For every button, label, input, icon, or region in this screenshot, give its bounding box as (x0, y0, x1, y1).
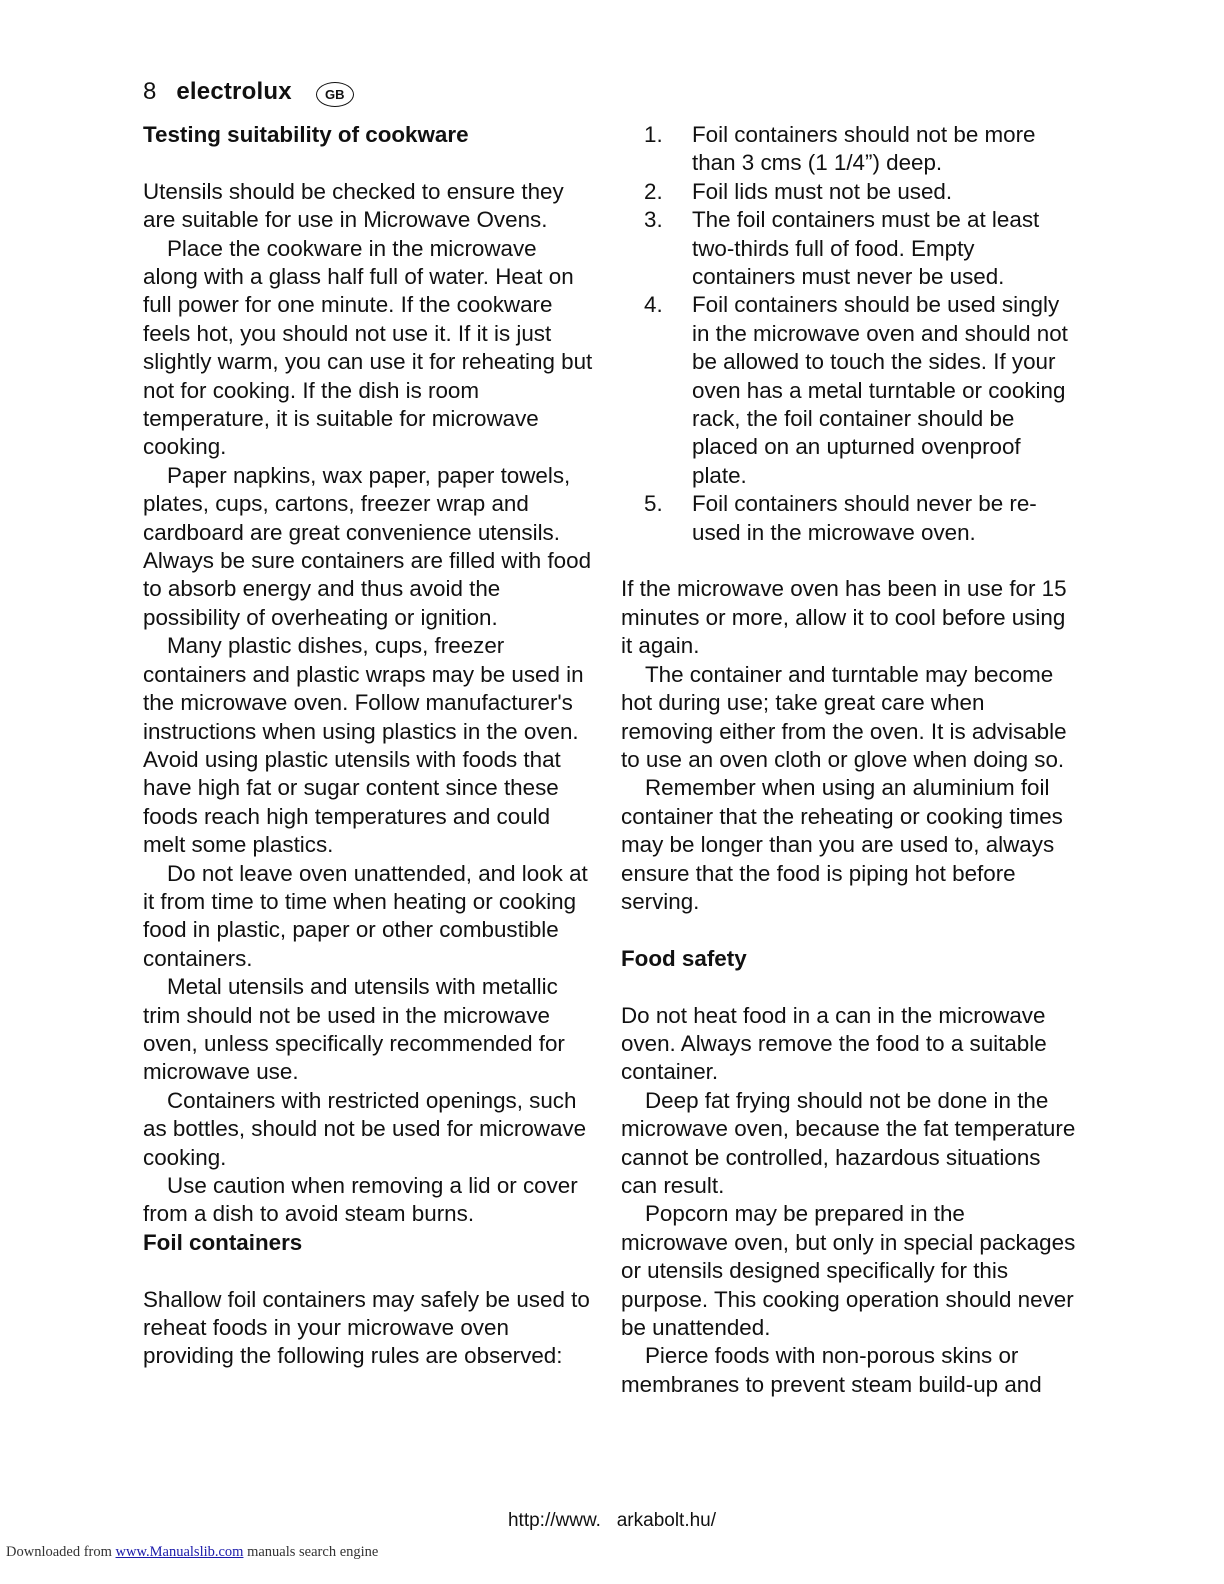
list-text: The foil containers must be at least two-thirds full of food. Empty containers must never be used. (692, 207, 1040, 290)
list-number: 2. (644, 178, 663, 204)
paragraph: Do not heat food in a can in the microwave oven. Always remove the food to a suitable container. (621, 1002, 1047, 1085)
footer-url (0, 1510, 1224, 1532)
paragraph: Many plastic dishes, cups, freezer containers and plastic wraps may be used in the microwave oven. Follow manufacturer's instructions when using plastics in the oven. Avoid using plastic utensils with foods that have high fat or sugar content since these foods reach high temperatures and could melt some plastics. (143, 633, 584, 858)
paragraph: Metal utensils and utensils with metallic trim should not be used in the microwave oven, unless specifically recommended for microwave use. (143, 974, 565, 1085)
page-header (143, 74, 354, 110)
paragraph: The container and turntable may become hot during use; take great care when removing either from the oven. It is advisable to use an oven cloth or glove when doing so. (621, 661, 1067, 772)
section-title-food-safety: Food safety (621, 945, 747, 971)
footer-url-text: http://www. arkabolt.hu/ (507, 1510, 717, 1531)
list-item (621, 121, 1076, 178)
paragraph: Pierce foods with non-porous skins or membranes to prevent steam build-up and (621, 1343, 1042, 1397)
section-title-foil-containers: Foil containers (143, 1229, 303, 1255)
list-text: Foil lids must not be used. (692, 178, 953, 204)
region-badge: GB (316, 82, 354, 107)
list-item (621, 206, 1076, 291)
list-number: 5. (644, 491, 663, 517)
paragraph: Paper napkins, wax paper, paper towels, plates, cups, cartons, freezer wrap and cardboard are great convenience utensils. Always be sure containers are filled with food to absorb energy and thus avoid the possibility of overheating or ignition. (143, 462, 592, 630)
section-title-testing-cookware: Testing suitability of cookware (143, 122, 469, 147)
page-number: 8 (143, 78, 157, 105)
download-notice (6, 1544, 378, 1561)
list-text: Foil containers should not be more than 3 cms (1 1/4”) deep. (692, 122, 1036, 176)
paragraph: Containers with restricted openings, such as bottles, should not be used for microwave cooking. (143, 1087, 587, 1170)
paragraph: Popcorn may be prepared in the microwave oven, but only in special packages or utensils designed specifically for this purpose. This cooking operation should never be unattended. (621, 1201, 1076, 1341)
list-text: Foil containers should never be re-used in the microwave oven. (692, 491, 1037, 545)
list-number: 1. (644, 122, 663, 147)
list-number: 3. (644, 207, 663, 233)
download-prefix: Downloaded from (6, 1544, 116, 1560)
paragraph: Use caution when removing a lid or cover from a dish to avoid steam burns. (143, 1173, 578, 1227)
list-number: 4. (644, 292, 663, 318)
download-suffix: manuals search engine (243, 1544, 379, 1560)
paragraph: Do not leave oven unattended, and look at it from time to time when heating or cooking food in plastic, paper or other combustible containers. (143, 860, 588, 971)
paragraph: Utensils should be checked to ensure they are suitable for use in Microwave Ovens. (143, 178, 564, 233)
paragraph: Place the cookware in the microwave along with a glass half full of water. Heat on full power for one minute. If the cookware feels hot, you should not use it. If it is just slightly warm, you can use it for reheating but not for cooking. If the dish is room temperature, it is suitable for microwave cooking. (143, 235, 593, 460)
list-item (621, 490, 1076, 547)
left-column (143, 121, 595, 1371)
right-column (621, 121, 1076, 1399)
brand-logo: electrolux (176, 78, 292, 105)
list-text: Foil containers should be used singly in the microwave oven and should not be allowed to touch the sides. If your oven has a metal turntable or cooking rack, the foil container should be placed on an upturned ovenproof plate. (692, 292, 1068, 488)
list-item (621, 178, 1076, 206)
paragraph: Remember when using an aluminium foil container that the reheating or cooking times may be longer than you are used to, always ensure that the food is piping hot before serving. (621, 775, 1063, 914)
paragraph: If the microwave oven has been in use for 15 minutes or more, allow it to cool before using it again. (621, 576, 1067, 659)
paragraph: Deep fat frying should not be done in the microwave oven, because the fat temperature cannot be controlled, hazardous situations can result. (621, 1087, 1076, 1198)
manualslib-link[interactable]: www.Manualslib.com (115, 1544, 244, 1560)
list-item (621, 291, 1076, 490)
foil-rules-list (621, 121, 1076, 547)
paragraph: Shallow foil containers may safely be used to reheat foods in your microwave oven providing the following rules are observed: (143, 1286, 590, 1369)
